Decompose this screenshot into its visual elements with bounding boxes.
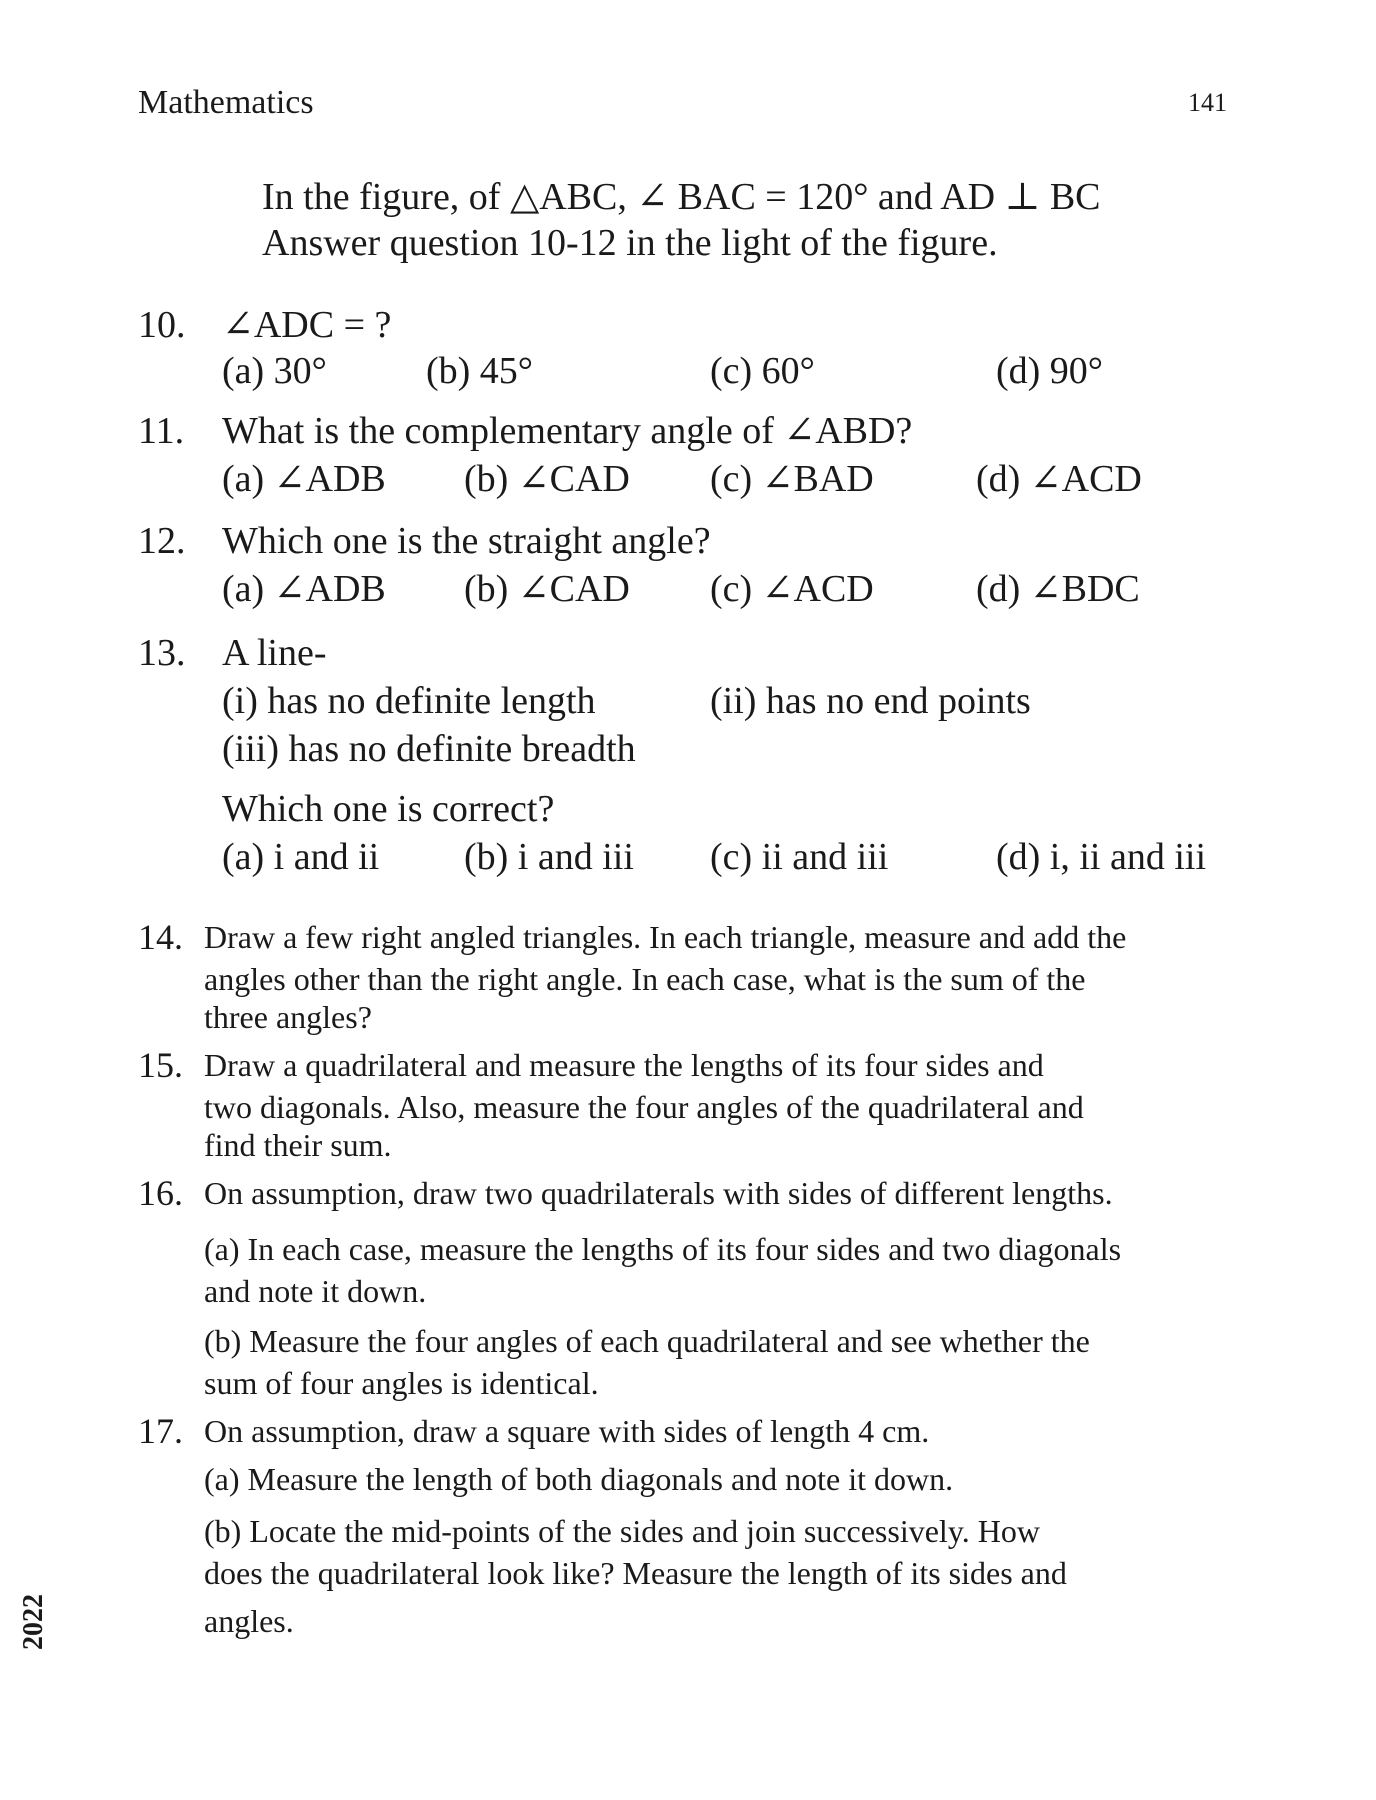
- option-b: (b) ∠CAD: [464, 458, 630, 500]
- option-a: (a) 30°: [222, 350, 327, 392]
- exercise-line: find their sum.: [204, 1127, 392, 1163]
- question-text: What is the complementary angle of ∠ABD?: [222, 410, 913, 452]
- option-c: (c) 60°: [710, 350, 815, 392]
- option-c: (c) ∠BAD: [710, 458, 874, 500]
- part-a-line: (a) Measure the length of both diagonals and note it down.: [204, 1461, 954, 1497]
- statement-iii: (iii) has no definite breadth: [222, 728, 636, 770]
- part-b-line: does the quadrilateral look like? Measure the length of its sides and: [204, 1555, 1067, 1591]
- question-text: ∠ADC = ?: [222, 304, 392, 346]
- option-c: (c) ∠ACD: [710, 568, 874, 610]
- question-prompt: Which one is correct?: [222, 788, 555, 830]
- question-text: Which one is the straight angle?: [222, 520, 711, 562]
- part-a-line: and note it down.: [204, 1273, 427, 1309]
- exercise-line: On assumption, draw two quadrilaterals with sides of different lengths.: [204, 1175, 1113, 1211]
- option-b: (b) ∠CAD: [464, 568, 630, 610]
- question-number: 13.: [138, 632, 186, 674]
- exercise-line: angles other than the right angle. In each case, what is the sum of the: [204, 961, 1086, 997]
- option-d: (d) i, ii and iii: [996, 836, 1207, 878]
- option-d: (d) ∠BDC: [976, 568, 1140, 610]
- question-number: 11.: [138, 410, 185, 452]
- exercise-number: 14.: [138, 917, 183, 957]
- exercise-line: Draw a quadrilateral and measure the lengths of its four sides and: [204, 1047, 1044, 1083]
- exercise-line: three angles?: [204, 999, 372, 1035]
- option-d: (d) ∠ACD: [976, 458, 1142, 500]
- page-number: 141: [1188, 88, 1227, 117]
- question-number: 12.: [138, 520, 186, 562]
- part-b-line: sum of four angles is identical.: [204, 1365, 599, 1401]
- exercise-number: 15.: [138, 1045, 183, 1085]
- option-c: (c) ii and iii: [710, 836, 889, 878]
- option-a: (a) i and ii: [222, 836, 380, 878]
- question-number: 10.: [138, 304, 186, 346]
- option-a: (a) ∠ADB: [222, 568, 386, 610]
- exercise-line: Draw a few right angled triangles. In each triangle, measure and add the: [204, 919, 1127, 955]
- statement-ii: (ii) has no end points: [710, 680, 1031, 722]
- exercise-number: 17.: [138, 1411, 183, 1451]
- subject-title: Mathematics: [138, 84, 314, 121]
- option-d: (d) 90°: [996, 350, 1104, 392]
- option-b: (b) 45°: [426, 350, 534, 392]
- year-label: 2022: [18, 1594, 49, 1650]
- part-b-line: angles.: [204, 1603, 294, 1639]
- option-b: (b) i and iii: [464, 836, 634, 878]
- exercise-line: two diagonals. Also, measure the four angles of the quadrilateral and: [204, 1089, 1084, 1125]
- intro-line-2: Answer question 10-12 in the light of the figure.: [262, 222, 998, 264]
- part-a-line: (a) In each case, measure the lengths of its four sides and two diagonals: [204, 1231, 1122, 1267]
- option-a: (a) ∠ADB: [222, 458, 386, 500]
- statement-i: (i) has no definite length: [222, 680, 596, 722]
- question-text: A line-: [222, 632, 327, 674]
- part-b-line: (b) Locate the mid-points of the sides and join successively. How: [204, 1513, 1040, 1549]
- intro-line-1: In the figure, of △ABC, ∠ BAC = 120° and AD ⊥ BC: [262, 176, 1101, 218]
- part-b-line: (b) Measure the four angles of each quadrilateral and see whether the: [204, 1323, 1090, 1359]
- exercise-number: 16.: [138, 1173, 183, 1213]
- exercise-line: On assumption, draw a square with sides of length 4 cm.: [204, 1413, 930, 1449]
